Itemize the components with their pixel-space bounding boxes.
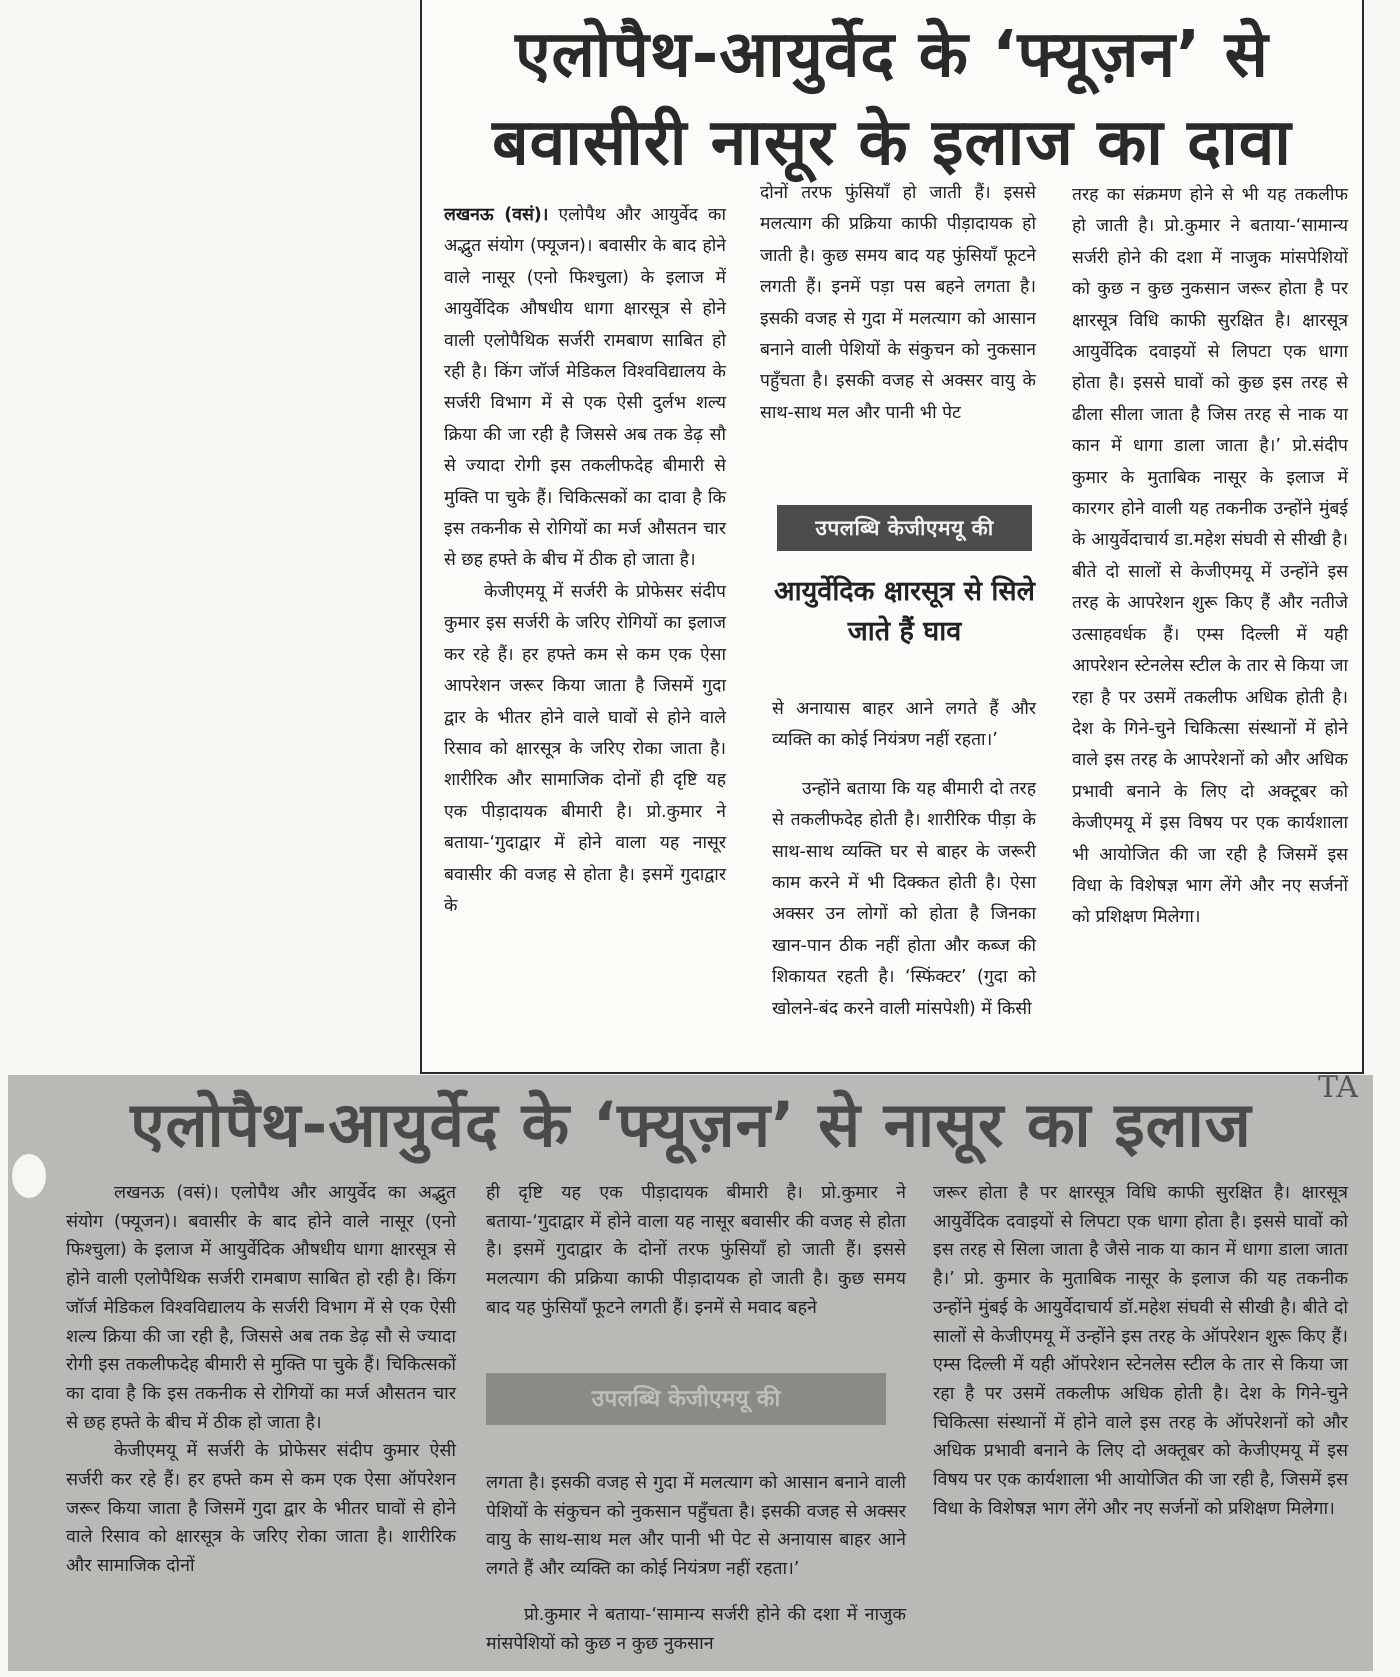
article-column-2 bbox=[760, 178, 1036, 429]
column-1-paragraph-1: एलोपैथ और आयुर्वेद का अद्भुत संयोग (फ्यूजन)। बवासीर के बाद होने वाले नासूर (एनो फिश्चुला) के इलाज में आयुर्वेदिक औषधीय धागा क्षारसूत्र से होने वाली एलोपैथिक सर्जरी रामबाण साबित हो रही है। किंग जॉर्ज मेडिकल विश्वविद्यालय के सर्जरी विभाग में से एक ऐसी दुर्लभ शल्य क्रिया की जा रही है जिससे अब तक डेढ़ सौ से ज्यादा रोगी इस तकलीफदेह बीमारी से मुक्ति पा चुके हैं। चिकित्सकों का दावा है कि इस तकनीक से रोगियों का मर्ज औसतन चार से छह हफ्ते के बीच में ठीक हो जाता है। bbox=[444, 205, 726, 571]
lower-column-2-paragraph-3: प्रो.कुमार ने बताया-‘सामान्य सर्जरी होने की दशा में नाजुक मांसपेशियों को कुछ न कुछ नुकसान bbox=[486, 1604, 906, 1655]
article-column-2-continued bbox=[772, 676, 1036, 1043]
article-column-3 bbox=[1072, 180, 1348, 934]
lower-article-column-2 bbox=[486, 1179, 906, 1323]
column-2-paragraph-1: दोनों तरफ फुंसियाँ हो जाती हैं। इससे मलत्याग की प्रक्रिया काफी पीड़ादायक हो जाती है। कुछ समय बाद यह फुंसियाँ फूटने लगती हैं। इनमें पड़ा पस बहने लगता है। इसकी वजह से गुदा में मलत्याग को आसान बनाने वाली पेशियों के संकुचन को नुकसान पहुँचता है। इसकी वजह से अक्सर वायु के साथ-साथ मल और पानी भी पेट bbox=[760, 183, 1036, 423]
column-2-paragraph-2: से अनायास बाहर आने लगते हैं और व्यक्ति का कोई नियंत्रण नहीं रहता।’ bbox=[772, 698, 1036, 750]
section-ribbon: उपलब्धि केजीएमयू की bbox=[777, 505, 1032, 551]
lower-column-1-paragraph-2: केजीएमयू में सर्जरी के प्रोफेसर संदीप कुमार ऐसी सर्जरी कर रहे हैं। हर हफ्ते कम से कम एक ऐसा ऑपरेशन जरूर किया जाता है जिसमें गुदा द्वार के भीतर घावों से होने वाले रिसाव को क्षारसूत्र के जरिए रोका जाता है। शारीरिक और सामाजिक दोनों bbox=[66, 1440, 456, 1577]
lower-article-column-2-continued bbox=[486, 1451, 906, 1677]
lower-column-2-paragraph-2: लगता है। इसकी वजह से गुदा में मलत्याग को आसान बनाने वाली पेशियों के संकुचन को नुकसान पहुँचता है। इसकी वजह से अक्सर वायु के साथ-साथ मल और पानी भी पेट से अनायास बाहर आने लगते हैं और व्यक्ति का कोई नियंत्रण नहीं रहता।’ bbox=[486, 1471, 906, 1579]
headline-line-1: एलोपैथ-आयुर्वेद के ‘फ्यूज़न’ से bbox=[515, 18, 1269, 92]
article-column-1 bbox=[444, 200, 726, 922]
lower-section-ribbon: उपलब्धि केजीएमयू की bbox=[486, 1373, 886, 1425]
column-2-paragraph-3: उन्होंने बताया कि यह बीमारी दो तरह से तकलीफदेह होती है। शारीरिक पीड़ा के साथ-साथ व्यक्ति घर से बाहर के जरूरी काम करने में भी दिक्कत होती है। ऐसा अक्सर उन लोगों को होता है जिनका खान-पान ठीक नहीं होता और कब्ज की शिकायत रहती है। ‘स्फिंक्टर’ (गुदा को खोलने-बंद करने वाली मांसपेशी) में किसी bbox=[772, 778, 1036, 1019]
subheadline: आयुर्वेदिक क्षारसूत्र से सिले जाते हैं घाव bbox=[774, 576, 1035, 647]
lower-article-column-3 bbox=[933, 1179, 1348, 1523]
lower-column-3-paragraph-1: जरूर होता है पर क्षारसूत्र विधि काफी सुरक्षित है। क्षारसूत्र आयुर्वेदिक दवाइयों से लिपटा एक धागा होता है। इससे घावों को इस तरह से सिला जाता है जैसे नाक या कान में धागा डाला जाता है।’ प्रो. कुमार के मुताबिक नासूर के इलाज की यह तकनीक उन्होंने मुंबई के आयुर्वेदाचार्य डॉ.महेश संघवी से सीखी है। बीते दो सालों से केजीएमयू में उन्होंने इस तरह के ऑपरेशन शुरू किए हैं। एम्स दिल्ली में यही ऑपरेशन स्टेनलेस स्टील के तार से किया जा रहा है पर उसमें तकलीफ अधिक होती है। देश के गिने-चुने चिकित्सा संस्थानों में होने वाले इस तरह के ऑपरेशनों को और अधिक प्रभावी बनाने के लिए दो अक्तूबर को केजीएमयू में इस विषय पर एक कार्यशाला भी आयोजित की जा रही है, जिसमें इस विधा के विशेषज्ञ भाग लेंगे और नए सर्जनों को प्रशिक्षण मिलेगा। bbox=[933, 1182, 1348, 1519]
punch-hole bbox=[12, 1154, 46, 1198]
headline-lower: एलोपैथ-आयुर्वेद के ‘फ्यूज़न’ से नासूर का इलाज bbox=[130, 1088, 1252, 1161]
stray-mark: TA bbox=[1318, 1070, 1359, 1105]
lower-column-2-paragraph-1: ही दृष्टि यह एक पीड़ादायक बीमारी है। प्रो.कुमार ने बताया-‘गुदाद्वार में होने वाला यह नासूर बवासीर की वजह से होता है। इसमें गुदाद्वार के दोनों तरफ फुंसियाँ हो जाती हैं। इससे मलत्याग की प्रक्रिया काफी पीड़ादायक हो जाती है। कुछ समय बाद यह फुंसियाँ फूटने लगती हैं। इनमें से मवाद बहने bbox=[486, 1182, 906, 1318]
lower-column-1-paragraph-1: लखनऊ (वसं)। एलोपैथ और आयुर्वेद का अद्भुत संयोग (फ्यूजन)। बवासीर के बाद होने वाले नासूर (एनो फिश्चुला) के इलाज में आयुर्वेदिक औषधीय धागा क्षारसूत्र से होने वाली एलोपैथिक सर्जरी रामबाण साबित हो रही है। किंग जॉर्ज मेडिकल विश्वविद्यालय के सर्जरी विभाग में से एक ऐसी शल्य क्रिया की जा रही है, जिससे अब तक डेढ़ सौ से ज्यादा रोगी इस तकलीफदेह बीमारी से मुक्ति पा चुके हैं। चिकित्सकों का दावा है कि इस तकनीक से रोगियों का मर्ज औसतन चार से छह हफ्ते के बीच में ठीक हो जाता है। bbox=[66, 1182, 456, 1433]
headline-line-2: बवासीरी नासूर के इलाज का दावा bbox=[492, 106, 1292, 180]
dateline: लखनऊ (वसं)। bbox=[444, 205, 549, 225]
newspaper-clipping-upper bbox=[420, 0, 1364, 1074]
column-3-paragraph-1: तरह का संक्रमण होने से भी यह तकलीफ हो जाती है। प्रो.कुमार ने बताया-‘सामान्य सर्जरी होने की दशा में नाजुक मांसपेशियों को कुछ न कुछ नुकसान जरूर होता है पर क्षारसूत्र विधि काफी सुरक्षित है। क्षारसूत्र आयुर्वेदिक दवाइयों से लिपटा एक धागा होता है। इससे घावों को कुछ इस तरह से ढीला सीला जाता है जिस तरह से नाक या कान में धागा डाला जाता है।’ प्रो.संदीप कुमार के मुताबिक नासूर के इलाज में कारगर होने वाली यह तकनीक उन्होंने मुंबई के आयुर्वेदाचार्य डा.महेश संघवी से सीखी है। बीते दो सालों से केजीएमयू में उन्होंने इस तरह के आपरेशन शुरू किए हैं और नतीजे उत्साहवर्धक हैं। एम्स दिल्ली में यही आपरेशन स्टेनलेस स्टील के तार से किया जा रहा है पर उसमें तकलीफ अधिक होती है। देश के गिने-चुने चिकित्सा संस्थानों में होने वाले इस तरह के आपरेशनों को और अधिक प्रभावी बनाने के लिए दो अक्टूबर को केजीएमयू में इस विषय पर एक कार्यशाला भी आयोजित की जा रही है जिसमें इस विधा के विशेषज्ञ भाग लेंगे और नए सर्जनों को प्रशिक्षण मिलेगा। bbox=[1072, 185, 1348, 928]
lower-article-column-1 bbox=[66, 1179, 456, 1581]
newspaper-clipping-lower bbox=[8, 1075, 1373, 1671]
column-1-paragraph-2: केजीएमयू में सर्जरी के प्रोफेसर संदीप कुमार इस सर्जरी के जरिए रोगियों का इलाज कर रहे हैं। हर हफ्ते कम से कम एक ऐसा आपरेशन जरूर किया जाता है जिसमें गुदा द्वार के भीतर होने वाले घावों से होने वाले रिसाव को क्षारसूत्र के जरिए रोका जाता है। शारीरिक और सामाजिक दोनों ही दृष्टि यह एक पीड़ादायक बीमारी है। प्रो.कुमार ने बताया-‘गुदाद्वार में होने वाला यह नासूर बवासीर की वजह से होता है। इसमें गुदाद्वार के bbox=[444, 581, 726, 916]
